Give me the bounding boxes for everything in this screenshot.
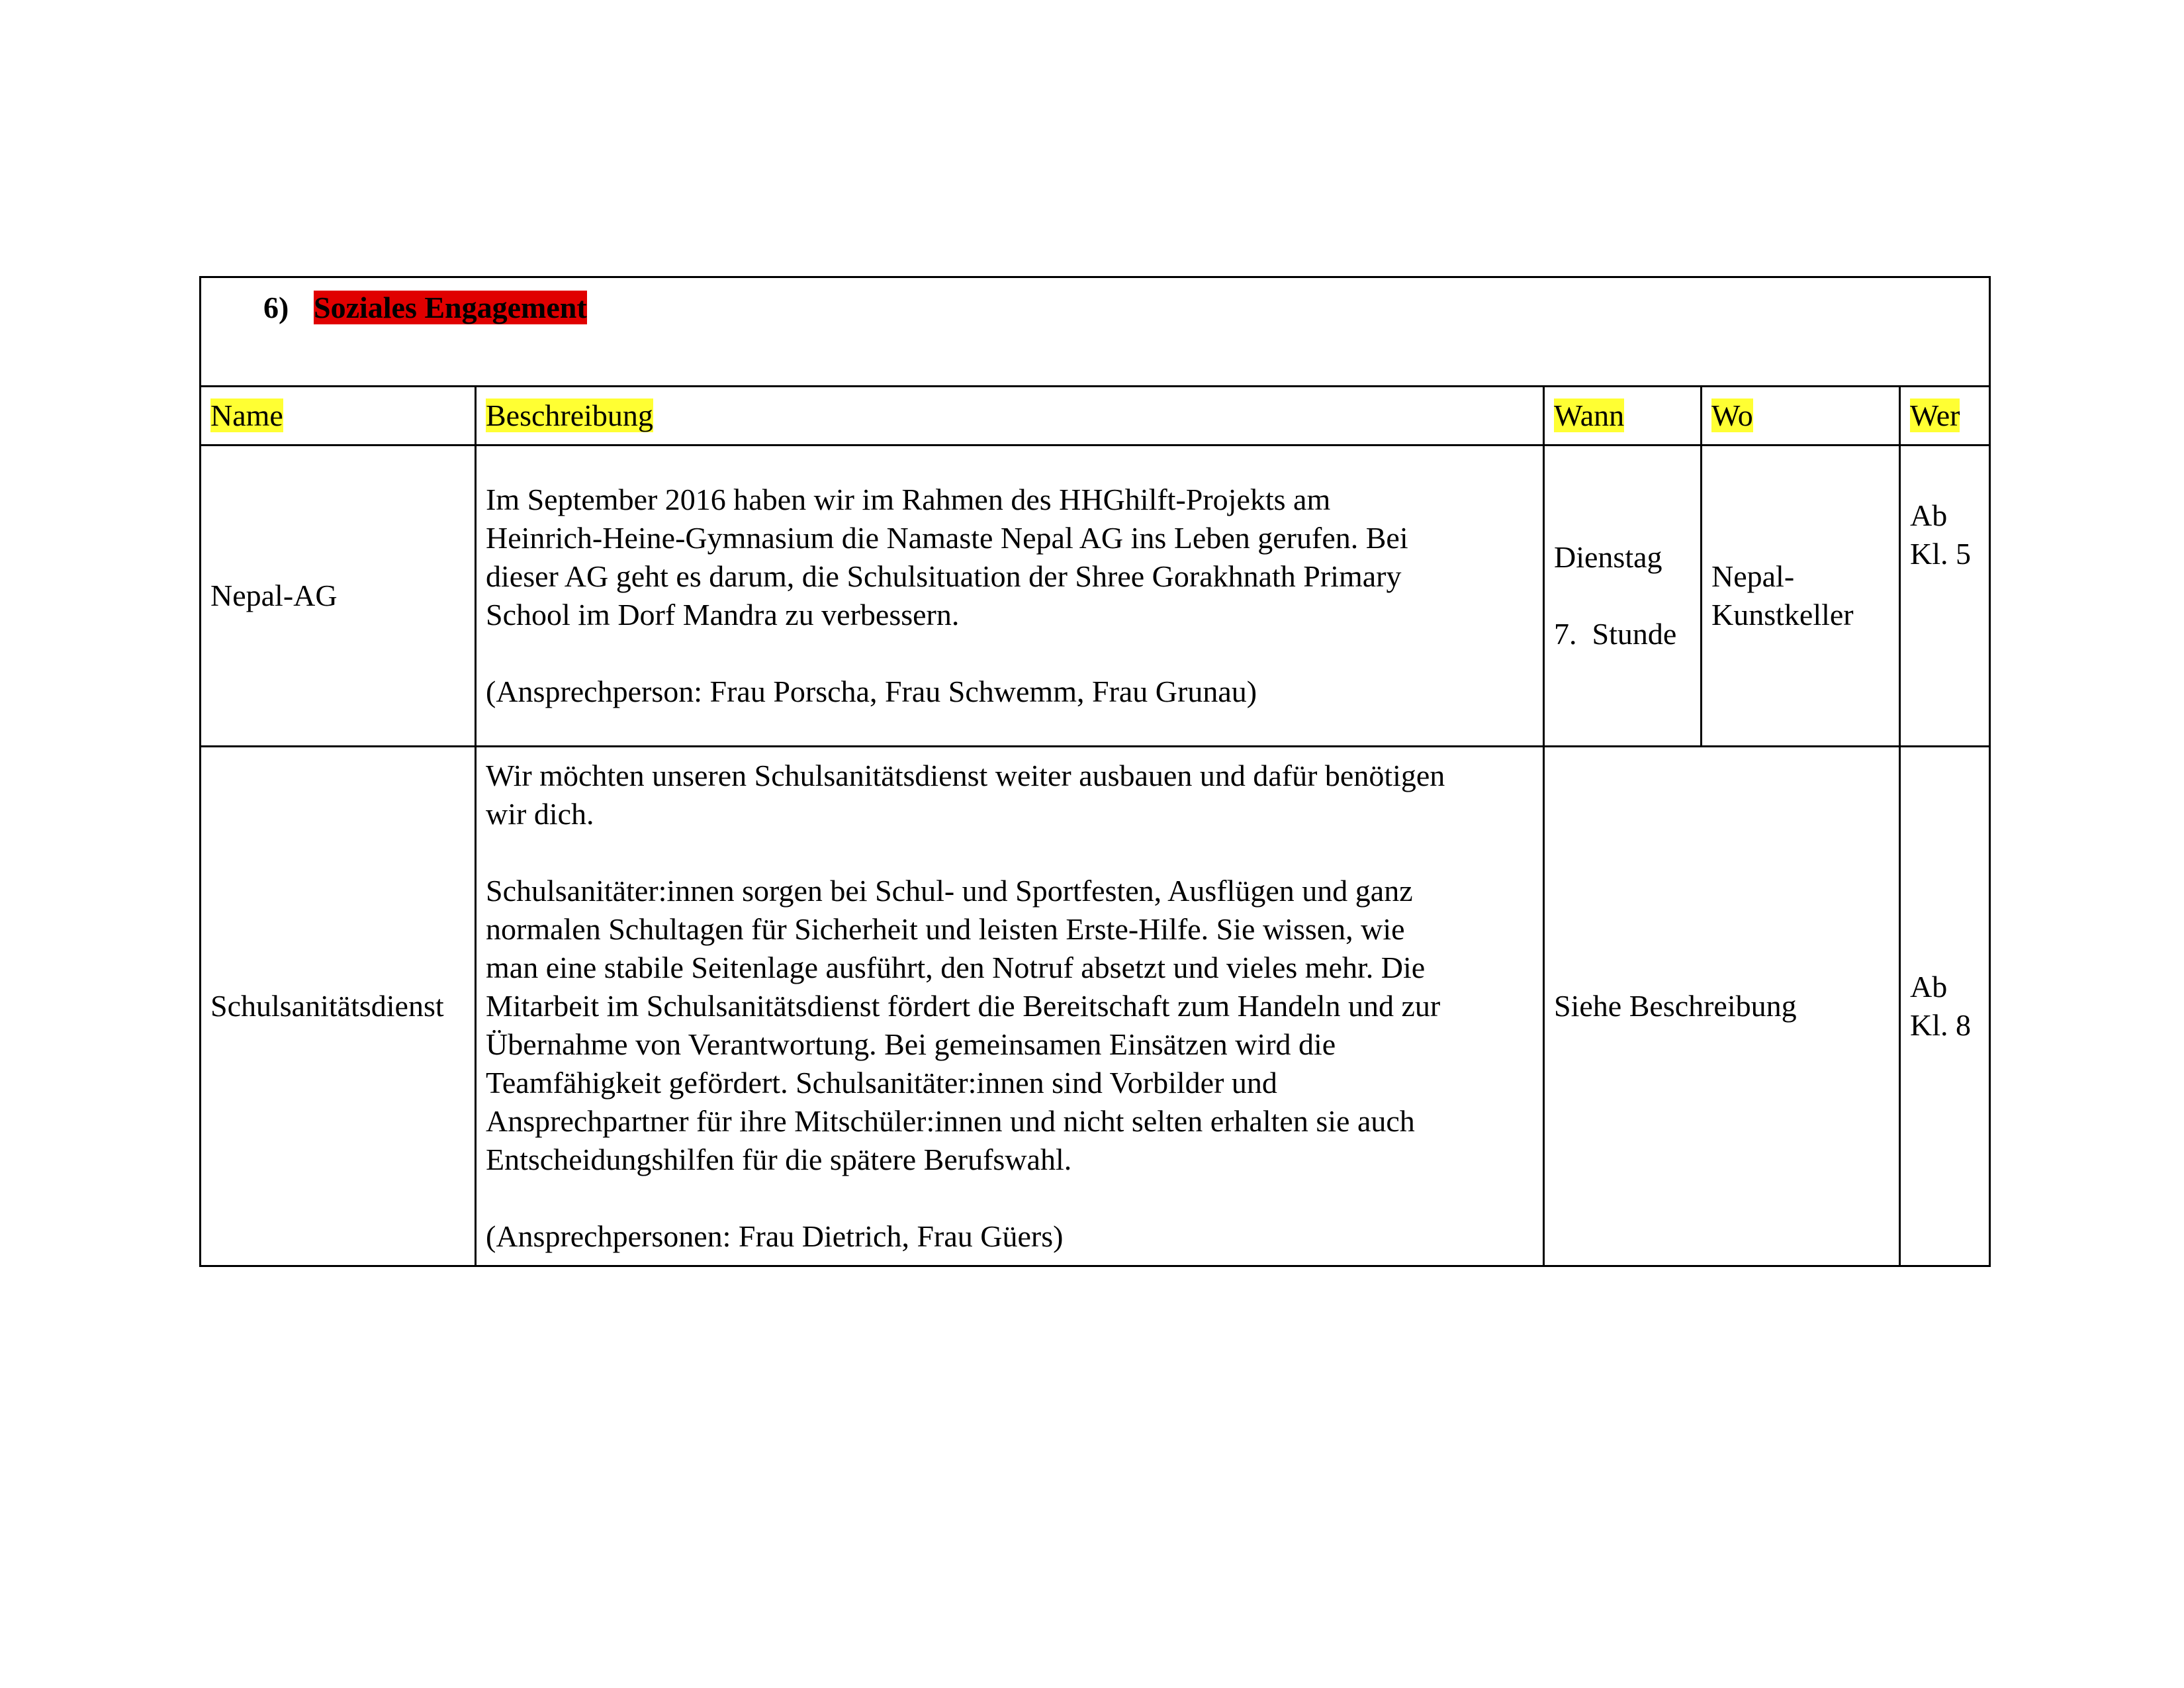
description-line: Schulsanitäter:innen sorgen bei Schul- und Sportfesten, Ausflügen und ganz [486, 874, 1413, 908]
row-name: Schulsanitätsdienst [210, 989, 444, 1023]
wer-line: Ab [1910, 970, 1948, 1004]
description-line: man eine stabile Seitenlage ausführt, den Notruf absetzt und vieles mehr. Die [486, 951, 1426, 984]
table-row-nepal-ag [201, 445, 1990, 747]
description-line: Teamfähigkeit gefördert. Schulsanitäter:innen sind Vorbilder und [486, 1066, 1277, 1100]
wann-wo-text: Siehe Beschreibung [1554, 989, 1797, 1023]
header-wann: Wann [1554, 399, 1625, 432]
row-name: Nepal-AG [210, 579, 338, 612]
description-line: Im September 2016 haben wir im Rahmen des HHGhilft-Projekts am [486, 483, 1331, 516]
description-line: Wir möchten unseren Schulsanitätsdienst weiter ausbauen und dafür benötigen [486, 759, 1445, 792]
description-line: Ansprechpartner für ihre Mitschüler:innen und nicht selten erhalten sie auch [486, 1104, 1415, 1138]
description-line: wir dich. [486, 797, 594, 831]
description-line: School im Dorf Mandra zu verbessern. [486, 598, 960, 632]
name-cell [201, 747, 476, 1266]
name-cell [201, 445, 476, 747]
section-title-cell [201, 277, 1990, 387]
engagement-table [199, 276, 1991, 1267]
wo-line: Kunstkeller [1711, 598, 1854, 632]
description-line: Entscheidungshilfen für die spätere Berufswahl. [486, 1143, 1072, 1176]
section-number: 6) [263, 291, 289, 324]
description-cell [476, 445, 1544, 747]
section-title-row [201, 277, 1990, 387]
header-wann-cell [1544, 387, 1702, 445]
description-line: Heinrich-Heine-Gymnasium die Namaste Nepal AG ins Leben gerufen. Bei [486, 521, 1408, 555]
wer-line: Kl. 8 [1910, 1008, 1971, 1042]
description-cell [476, 747, 1544, 1266]
description-line: dieser AG geht es darum, die Schulsituation der Shree Gorakhnath Primary [486, 559, 1402, 593]
wann-cell [1544, 445, 1702, 747]
description-line: Übernahme von Verantwortung. Bei gemeinsamen Einsätzen wird die [486, 1027, 1336, 1061]
wer-cell [1900, 445, 1990, 747]
header-wo: Wo [1711, 399, 1753, 432]
table-header-row [201, 387, 1990, 445]
header-wo-cell [1702, 387, 1900, 445]
wann-time: 7. Stunde [1554, 617, 1677, 651]
table-row-schulsanitaetsdienst [201, 747, 1990, 1266]
header-name: Name [210, 399, 283, 432]
header-beschreibung-cell [476, 387, 1544, 445]
description-line: normalen Schultagen für Sicherheit und leisten Erste-Hilfe. Sie wissen, wie [486, 912, 1405, 946]
header-beschreibung: Beschreibung [486, 399, 653, 432]
header-wer: Wer [1910, 399, 1960, 432]
contact-line: (Ansprechpersonen: Frau Dietrich, Frau Güers) [486, 1219, 1064, 1253]
wo-cell [1702, 445, 1900, 747]
header-wer-cell [1900, 387, 1990, 445]
wer-line: Kl. 5 [1910, 537, 1971, 571]
wann-day: Dienstag [1554, 540, 1662, 574]
description-line: Mitarbeit im Schulsanitätsdienst fördert die Bereitschaft zum Handeln und zur [486, 989, 1441, 1023]
section-title: Soziales Engagement [314, 291, 587, 324]
wer-line: Ab [1910, 498, 1948, 532]
wann-wo-cell [1544, 747, 1900, 1266]
header-name-cell [201, 387, 476, 445]
wer-cell [1900, 747, 1990, 1266]
contact-line: (Ansprechperson: Frau Porscha, Frau Schwemm, Frau Grunau) [486, 675, 1257, 708]
wo-line: Nepal- [1711, 559, 1795, 593]
